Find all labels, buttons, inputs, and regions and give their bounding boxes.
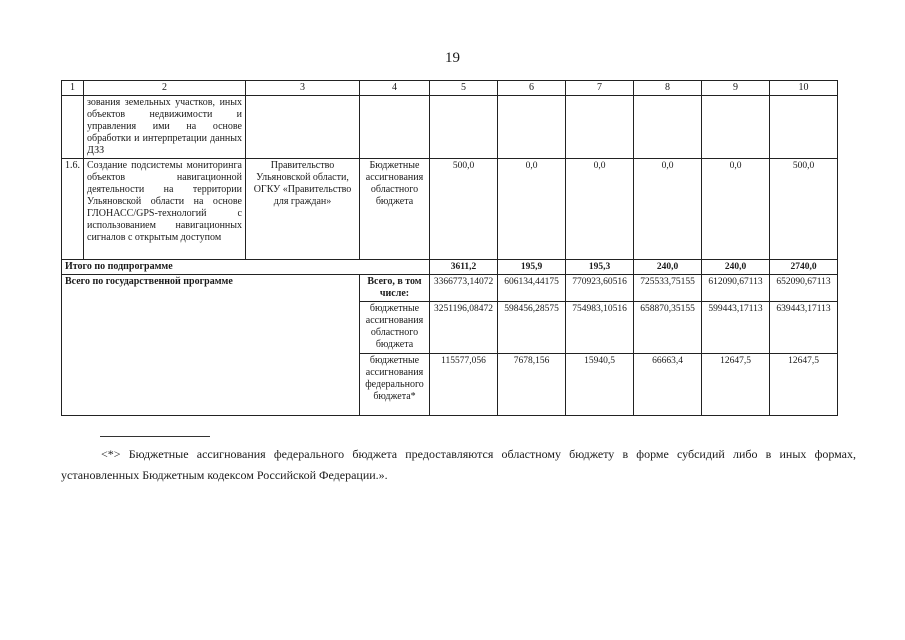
value-cell: 599443,17113 <box>702 302 770 354</box>
value-cell: 66663,4 <box>634 354 702 416</box>
header-cell: 10 <box>770 81 838 96</box>
value-cell: 0,0 <box>498 159 566 260</box>
page-number: 19 <box>445 50 460 66</box>
value-cell: 3251196,08472 <box>430 302 498 354</box>
value-cell: 652090,67113 <box>770 275 838 302</box>
continuation-row <box>62 96 838 159</box>
total-label: Всего по государственной программе <box>62 275 360 416</box>
value-cell: 606134,44175 <box>498 275 566 302</box>
empty-cell <box>62 96 84 159</box>
value-cell: 240,0 <box>702 260 770 275</box>
total-row <box>62 275 838 302</box>
footnote: <*> Бюджетные ассигнования федерального бюджета предоставляются областному бюджету в форме субсидий либо в иных формах, установленных Бюджетным кодексом Российской Федерации.». <box>61 447 856 482</box>
value-cell: 240,0 <box>634 260 702 275</box>
empty-cell <box>246 96 360 159</box>
header-row <box>62 81 838 96</box>
table-row <box>62 159 838 260</box>
header-cell: 1 <box>62 81 84 96</box>
subtotal-label: Итого по подпрограмме <box>62 260 430 275</box>
empty-cell <box>702 96 770 159</box>
row-number: 1.6. <box>62 159 84 260</box>
header-cell: 2 <box>84 81 246 96</box>
value-cell: 612090,67113 <box>702 275 770 302</box>
value-cell: 12647,5 <box>702 354 770 416</box>
empty-cell <box>430 96 498 159</box>
value-cell: 500,0 <box>430 159 498 260</box>
value-cell: 0,0 <box>702 159 770 260</box>
header-cell: 7 <box>566 81 634 96</box>
subtotal-row <box>62 260 838 275</box>
value-cell: 15940,5 <box>566 354 634 416</box>
executor: Правительство Ульяновской области, ОГКУ «Правительство для граждан» <box>246 159 360 260</box>
value-cell: 7678,156 <box>498 354 566 416</box>
value-cell: 195,3 <box>566 260 634 275</box>
header-cell: 4 <box>360 81 430 96</box>
header-cell: 9 <box>702 81 770 96</box>
funding-source: бюджетные ассигнования областного бюджета <box>360 302 430 354</box>
value-cell: 115577,056 <box>430 354 498 416</box>
header-cell: 5 <box>430 81 498 96</box>
footnote-divider <box>100 436 210 437</box>
value-cell: 725533,75155 <box>634 275 702 302</box>
value-cell: 0,0 <box>634 159 702 260</box>
header-cell: 8 <box>634 81 702 96</box>
value-cell: 658870,35155 <box>634 302 702 354</box>
value-cell: 0,0 <box>566 159 634 260</box>
funding-source: Всего, в том числе: <box>360 275 430 302</box>
funding-source: Бюджетные ассигнования областного бюджета <box>360 159 430 260</box>
continuation-text: зования земельных участков, иных объектов недвижимости и управления ими на основе обработки и интерпретации данных ДЗЗ <box>84 96 246 159</box>
value-cell: 3366773,14072 <box>430 275 498 302</box>
empty-cell <box>770 96 838 159</box>
value-cell: 598456,28575 <box>498 302 566 354</box>
measure-description: Создание подсистемы мониторинга объектов навигационной деятельности на территории Ульяновской области на основе ГЛОНАСС/GPS-технологий с использованием навигационных сигналов с открытым доступом <box>84 159 246 260</box>
empty-cell <box>566 96 634 159</box>
value-cell: 500,0 <box>770 159 838 260</box>
value-cell: 754983,10516 <box>566 302 634 354</box>
value-cell: 770923,60516 <box>566 275 634 302</box>
value-cell: 639443,17113 <box>770 302 838 354</box>
empty-cell <box>498 96 566 159</box>
funding-source: бюджетные ассигнования федерального бюджета* <box>360 354 430 416</box>
value-cell: 3611,2 <box>430 260 498 275</box>
value-cell: 2740,0 <box>770 260 838 275</box>
value-cell: 12647,5 <box>770 354 838 416</box>
empty-cell <box>634 96 702 159</box>
header-cell: 3 <box>246 81 360 96</box>
header-cell: 6 <box>498 81 566 96</box>
budget-table <box>61 80 838 416</box>
value-cell: 195,9 <box>498 260 566 275</box>
empty-cell <box>360 96 430 159</box>
